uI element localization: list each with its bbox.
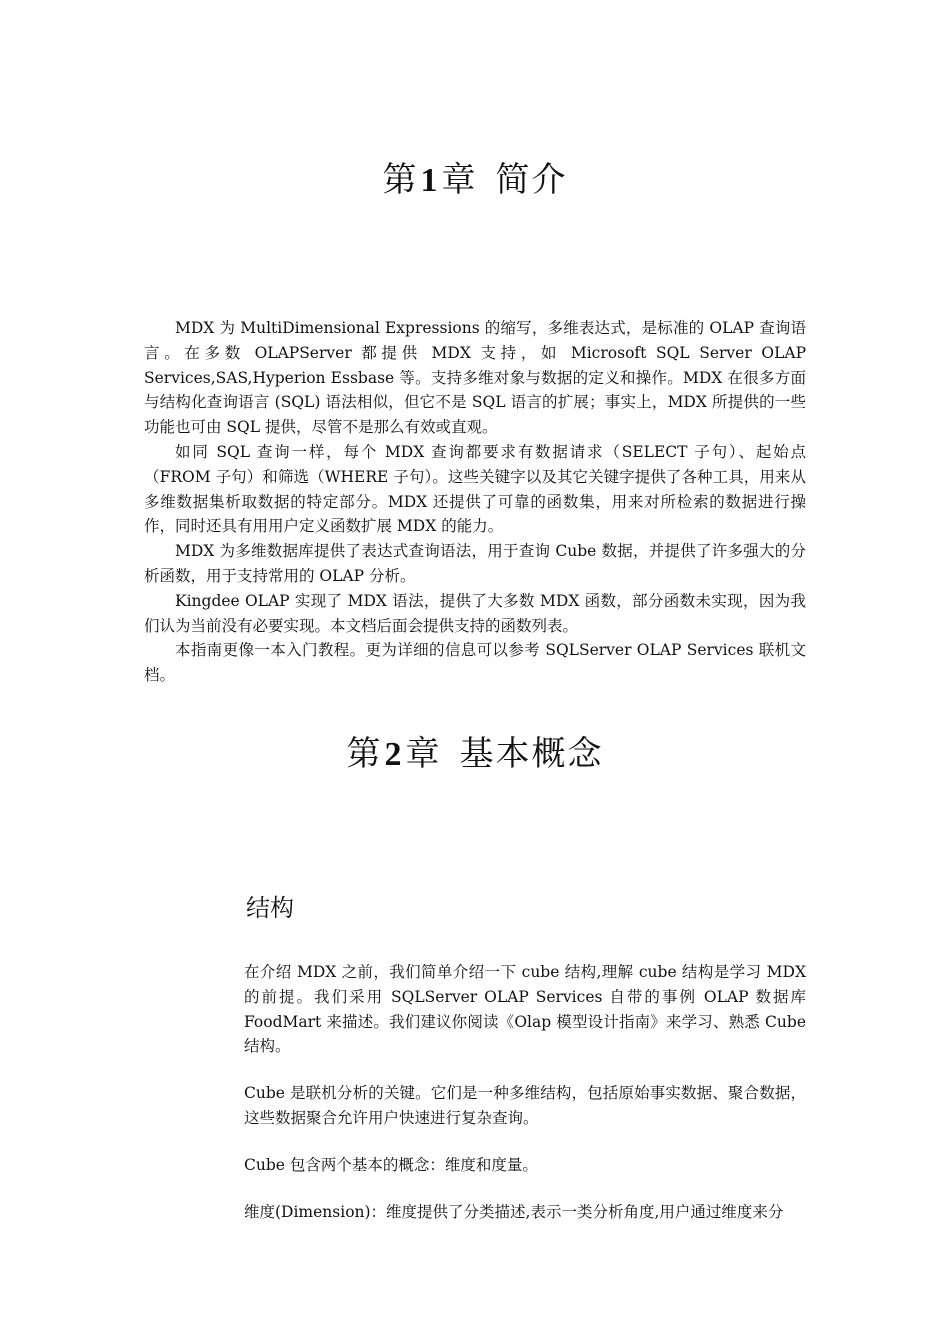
section-title-structure: 结构 [246, 894, 294, 922]
structure-paragraph-4: 维度(Dimension)：维度提供了分类描述,表示一类分析角度,用户通过维度来分 [244, 1202, 784, 1221]
chapter-2-suffix: 章 [405, 734, 442, 774]
chapter-2-title [0, 726, 950, 775]
structure-paragraph-1: 在介绍 MDX 之前，我们简单介绍一下 cube 结构,理解 cube 结构是学习 MDX 的前提。我们采用 SQLServer OLAP Services 自带的事例 OLAP 数据库 FoodMart 来描述。我们建议你阅读《Olap 模型设计指南》来学习、熟悉 Cube 结构。 [244, 963, 806, 1056]
structure-paragraph-3: Cube 包含两个基本的概念：维度和度量。 [244, 1155, 538, 1174]
chapter-1-suffix: 章 [441, 160, 478, 200]
chapter-2-name: 基本概念 [459, 734, 604, 774]
intro-paragraph-1: MDX 为 MultiDimensional Expressions 的缩写，多维表达式，是标准的 OLAP 查询语言。在多数 OLAPServer 都提供 MDX 支持，如 Microsoft SQL Server OLAP Services,SAS,Hyperion Essbase 等。支持多维对象与数据的定义和操作。MDX 在很多方面与结构化查询语言 (SQL) 语法相似，但它不是 SQL 语言的扩展；事实上，MDX 所提供的一些功能也可由 SQL 提供，尽管不是那么有效或直观。 [144, 319, 806, 437]
chapter-2-number: 2 [384, 736, 404, 773]
structure-paragraph-2: Cube 是联机分析的关键。它们是一种多维结构，包括原始事实数据、聚合数据，这些数据聚合允许用户快速进行复杂查询。 [244, 1084, 806, 1127]
chapter-2-prefix: 第 [346, 734, 383, 774]
intro-paragraph-3: MDX 为多维数据库提供了表达式查询语法，用于查询 Cube 数据，并提供了许多强大的分析函数，用于支持常用的 OLAP 分析。 [144, 542, 806, 585]
chapter-1-name: 简介 [495, 160, 568, 200]
intro-paragraph-4: Kingdee OLAP 实现了 MDX 语法，提供了大多数 MDX 函数，部分函数未实现，因为我们认为当前没有必要实现。本文档后面会提供支持的函数列表。 [144, 591, 806, 635]
chapter-1-number: 1 [420, 162, 440, 199]
chapter-1-prefix: 第 [382, 160, 419, 200]
structure-section [244, 960, 806, 1246]
intro-paragraph-5: 本指南更像一本入门教程。更为详细的信息可以参考 SQLServer OLAP Services 联机文档。 [144, 641, 806, 685]
chapter-1-title [0, 152, 950, 201]
intro-section [144, 316, 806, 688]
intro-paragraph-2: 如同 SQL 查询一样，每个 MDX 查询都要求有数据请求（SELECT 子句）、起始点（FROM 子句）和筛选（WHERE 子句）。这些关键字以及其它关键字提供了各种工具，用来从多维数据集析取数据的特定部分。MDX 还提供了可靠的函数集，用来对所检索的数据进行操作，同时还具有用用户定义函数扩展 MDX 的能力。 [144, 442, 806, 536]
